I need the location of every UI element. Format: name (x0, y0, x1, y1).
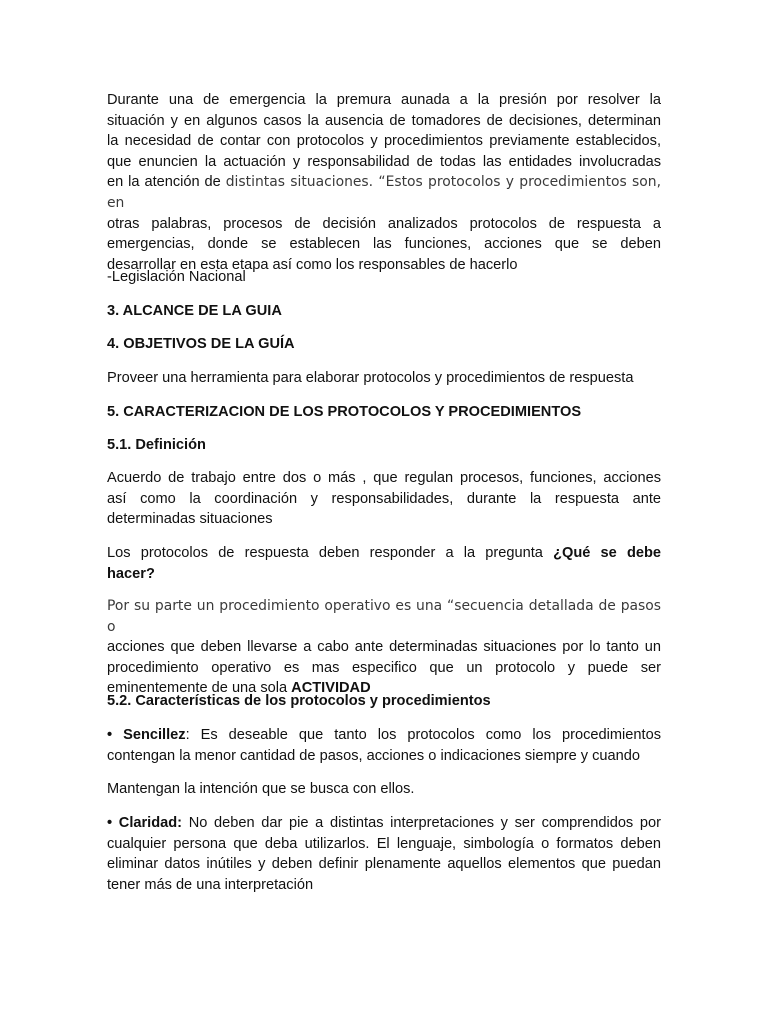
mantengan-line: Mantengan la intención que se busca con ellos. (107, 781, 415, 797)
bold-question: hacer? (107, 565, 155, 582)
text-run: en la atención de (107, 174, 226, 191)
text-line: Durante una de emergencia la premura aunada a la presión por resolver la (107, 92, 661, 108)
heading-objetivos: 4. OBJETIVOS DE LA GUÍA (107, 336, 295, 352)
heading-caracteristicas: 5.2. Características de los protocolos y procedimientos (107, 693, 491, 709)
definicion-paragraph (107, 468, 661, 530)
text-line: situación y en algunos casos la ausencia de tomadores de decisiones, determinan (107, 112, 661, 129)
text-line: la necesidad de contar con protocolos y procedimientos previamente establecidos, (107, 133, 661, 150)
text-run: : Es deseable que tanto los protocolos como los procedimientos (185, 727, 662, 743)
text-line: así como la coordinación y responsabilidades, durante la respuesta ante (107, 490, 661, 507)
claridad-paragraph (107, 813, 661, 895)
objetivo-paragraph: Proveer una herramienta para elaborar protocolos y procedimientos de respuesta (107, 370, 634, 386)
sencillez-paragraph (107, 725, 661, 766)
intro-paragraph (107, 90, 661, 275)
text-line: procedimiento operativo es mas especifico que un protocolo y puede ser (107, 659, 661, 676)
text-line: emergencias, donde se establecen las funciones, acciones que se deben (107, 236, 661, 253)
text-line: que enuncien la actuación y responsabilidad de todas las entidades involucradas (107, 153, 661, 170)
pregunta-paragraph (107, 543, 661, 584)
text-line: acciones que deben llevarse a cabo ante determinadas situaciones por lo tanto un (107, 639, 661, 656)
text-line (107, 725, 661, 746)
text-line: cualquier persona que deba utilizarlos. El lenguaje, simbología o formatos deben (107, 835, 661, 852)
text-line (107, 564, 661, 585)
text-line (107, 813, 661, 834)
bullet-label: • Sencillez (107, 727, 186, 743)
procedimiento-paragraph (107, 596, 661, 699)
heading-definicion: 5.1. Definición (107, 437, 206, 453)
text-line: desarrollar en esta etapa así como los responsables de hacerlo (107, 256, 518, 273)
heading-alcance: 3. ALCANCE DE LA GUIA (107, 303, 282, 319)
text-line (107, 543, 661, 564)
bullet-label: • Claridad: (107, 815, 183, 831)
quoted-text-run: distintas situaciones. “Estos protocolos y procedimientos son, en (107, 174, 661, 211)
text-line: otras palabras, procesos de decisión analizados protocolos de respuesta a (107, 215, 661, 232)
text-line: tener más de una interpretación (107, 876, 314, 893)
text-run: No deben dar pie a distintas interpretaciones y ser comprendidos por (182, 815, 661, 831)
text-run: Los protocolos de respuesta deben responder a la pregunta (107, 545, 554, 561)
text-line (107, 172, 661, 213)
text-line: Por su parte un procedimiento operativo es una “secuencia detallada de pasos o (107, 598, 661, 635)
text-run: eminentemente de una sola (107, 680, 292, 697)
bold-actividad: ACTIVIDAD (291, 680, 371, 697)
text-line: Acuerdo de trabajo entre dos o más , que regulan procesos, funciones, acciones (107, 470, 661, 486)
legislacion-line: -Legislación Nacional (107, 269, 246, 285)
text-line: determinadas situaciones (107, 511, 273, 528)
text-line: contengan la menor cantidad de pasos, acciones o indicaciones siempre y cuando (107, 747, 641, 764)
bold-question: ¿Qué se debe (553, 545, 662, 561)
heading-caracterizacion: 5. CARACTERIZACION DE LOS PROTOCOLOS Y PROCEDIMIENTOS (107, 404, 582, 420)
text-line: eliminar datos inútiles y deben definir plenamente aquellos elementos que puedan (107, 856, 661, 873)
